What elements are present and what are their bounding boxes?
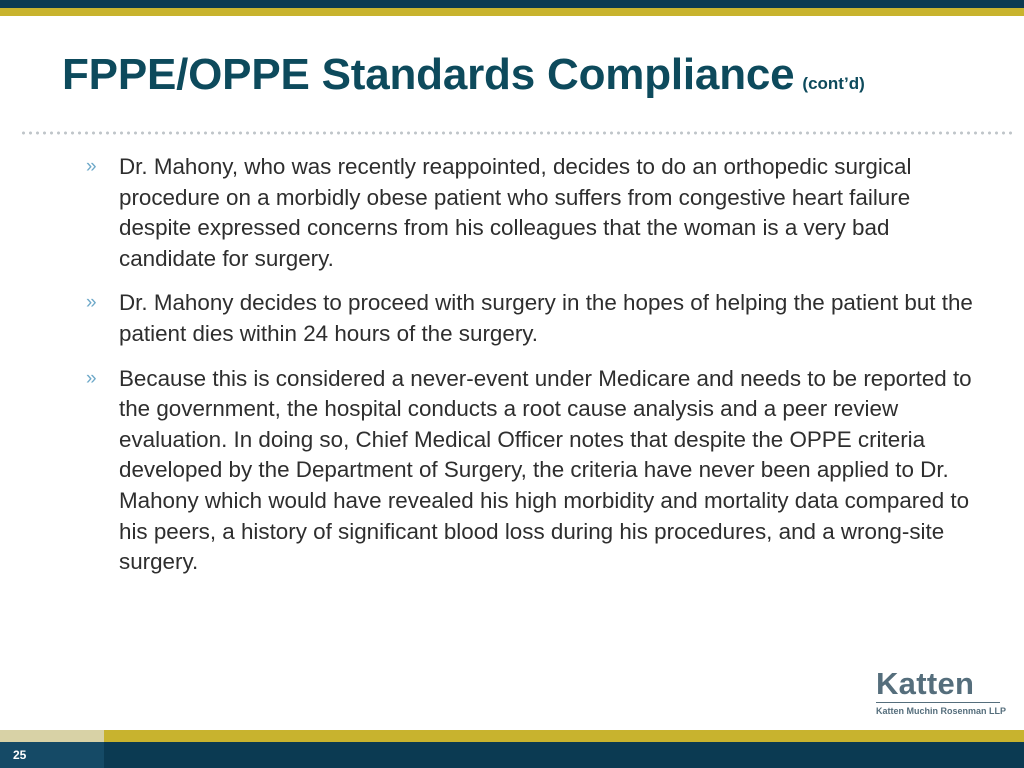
page-number: 25 xyxy=(13,748,27,762)
logo-wordmark: Katten xyxy=(876,666,975,701)
bullet-text: Because this is considered a never-event under Medicare and needs to be reported to the government, the hospital conducts a root cause analysis and a peer review evaluation. In doing so, Chief Medical Officer notes that despite the OPPE criteria developed by the Department of Surgery, the criteria have never been applied to Dr. Mahony which would have revealed his high morbidity and mortality data compared to his peers, a history of significant blood loss during his procedures, and a wrong-site surgery. xyxy=(119,365,972,575)
page-number-tab xyxy=(0,730,104,768)
slide-title-suffix: (cont’d) xyxy=(802,74,865,93)
bullet-marker-icon: » xyxy=(86,367,97,389)
bullet-item xyxy=(86,152,976,274)
bullet-marker-icon: » xyxy=(86,292,97,314)
bullet-item xyxy=(86,364,976,578)
slide-title xyxy=(62,50,865,100)
top-navy-bar xyxy=(0,0,1024,8)
katten-logo xyxy=(876,666,1007,716)
bullet-item xyxy=(86,288,976,349)
bottom-gold-bar xyxy=(0,730,1024,742)
logo-rule xyxy=(876,702,1000,703)
bullet-text: Dr. Mahony, who was recently reappointed, decides to do an orthopedic surgical procedure on a morbidly obese patient who suffers from congestive heart failure despite expressed concerns from his colleagues that the woman is a very bad candidate for surgery. xyxy=(119,154,912,271)
bullet-marker-icon: » xyxy=(86,156,97,177)
slide-title-main: FPPE/OPPE Standards Compliance xyxy=(62,50,795,99)
dotted-divider xyxy=(20,130,1012,136)
page-tab-accent xyxy=(0,730,104,742)
logo-subtitle: Katten Muchin Rosenman LLP xyxy=(876,706,1007,716)
top-gold-bar xyxy=(0,8,1024,16)
bottom-navy-bar xyxy=(0,742,1024,768)
bullet-list xyxy=(86,152,976,592)
bullet-text: Dr. Mahony decides to proceed with surgery in the hopes of helping the patient but the patient dies within 24 hours of the surgery. xyxy=(119,290,973,346)
